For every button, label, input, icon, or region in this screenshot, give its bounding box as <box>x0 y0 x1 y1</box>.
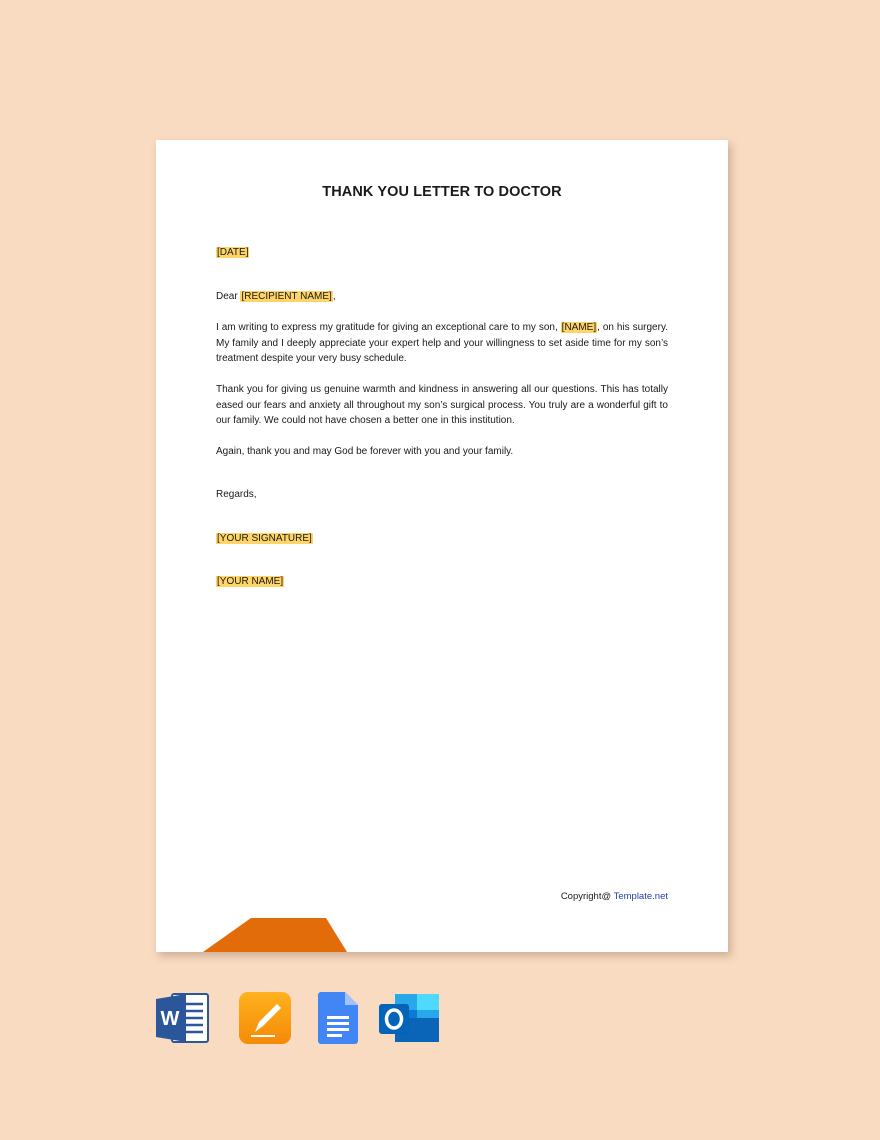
pages-icon[interactable] <box>239 992 291 1044</box>
date-placeholder[interactable]: [DATE] <box>217 247 249 258</box>
your-name-placeholder[interactable]: [YOUR NAME] <box>217 576 284 587</box>
paragraph-2: Thank you for giving us genuine warmth and kindness in answering all our questions. This has totally eased our fears and anxiety all throughout my son’s surgical process. You truly are a wonderful gift to our family. We could not have chosen a better one in this institution. <box>216 384 668 426</box>
copyright-link[interactable]: Template.net <box>613 891 668 902</box>
word-icon[interactable] <box>156 992 210 1044</box>
paragraph-1-before: I am writing to express my gratitude for giving an exceptional care to my son, <box>216 322 561 333</box>
date-line <box>216 245 668 261</box>
signature-placeholder[interactable]: [YOUR SIGNATURE] <box>217 533 312 544</box>
outlook-icon[interactable] <box>379 992 439 1044</box>
paragraph-3: Again, thank you and may God be forever with you and your family. <box>216 446 514 457</box>
greeting-line <box>216 289 668 305</box>
copyright-label: Copyright@ <box>560 891 614 902</box>
signature-line <box>216 531 668 547</box>
orange-corner-decoration <box>156 918 356 952</box>
svg-text:W: W <box>160 1008 180 1030</box>
page-title: THANK YOU LETTER TO DOCTOR <box>322 184 562 200</box>
greeting-suffix: , <box>332 291 336 302</box>
name-placeholder[interactable]: [NAME] <box>561 322 597 333</box>
closing: Regards, <box>216 489 257 500</box>
copyright <box>561 891 668 902</box>
letter-page <box>156 140 728 952</box>
google-docs-icon[interactable] <box>318 992 358 1044</box>
paragraph-1-after: , on his surgery. My family and I deeply appreciate your expert help and your willingness to set aside time for my son’s treatment despite your very busy schedule. <box>216 322 668 364</box>
greeting-prefix: Dear <box>216 291 241 302</box>
recipient-placeholder[interactable]: [RECIPIENT NAME] <box>241 291 332 302</box>
your-name-line <box>216 574 668 590</box>
paragraph-1 <box>216 320 668 367</box>
